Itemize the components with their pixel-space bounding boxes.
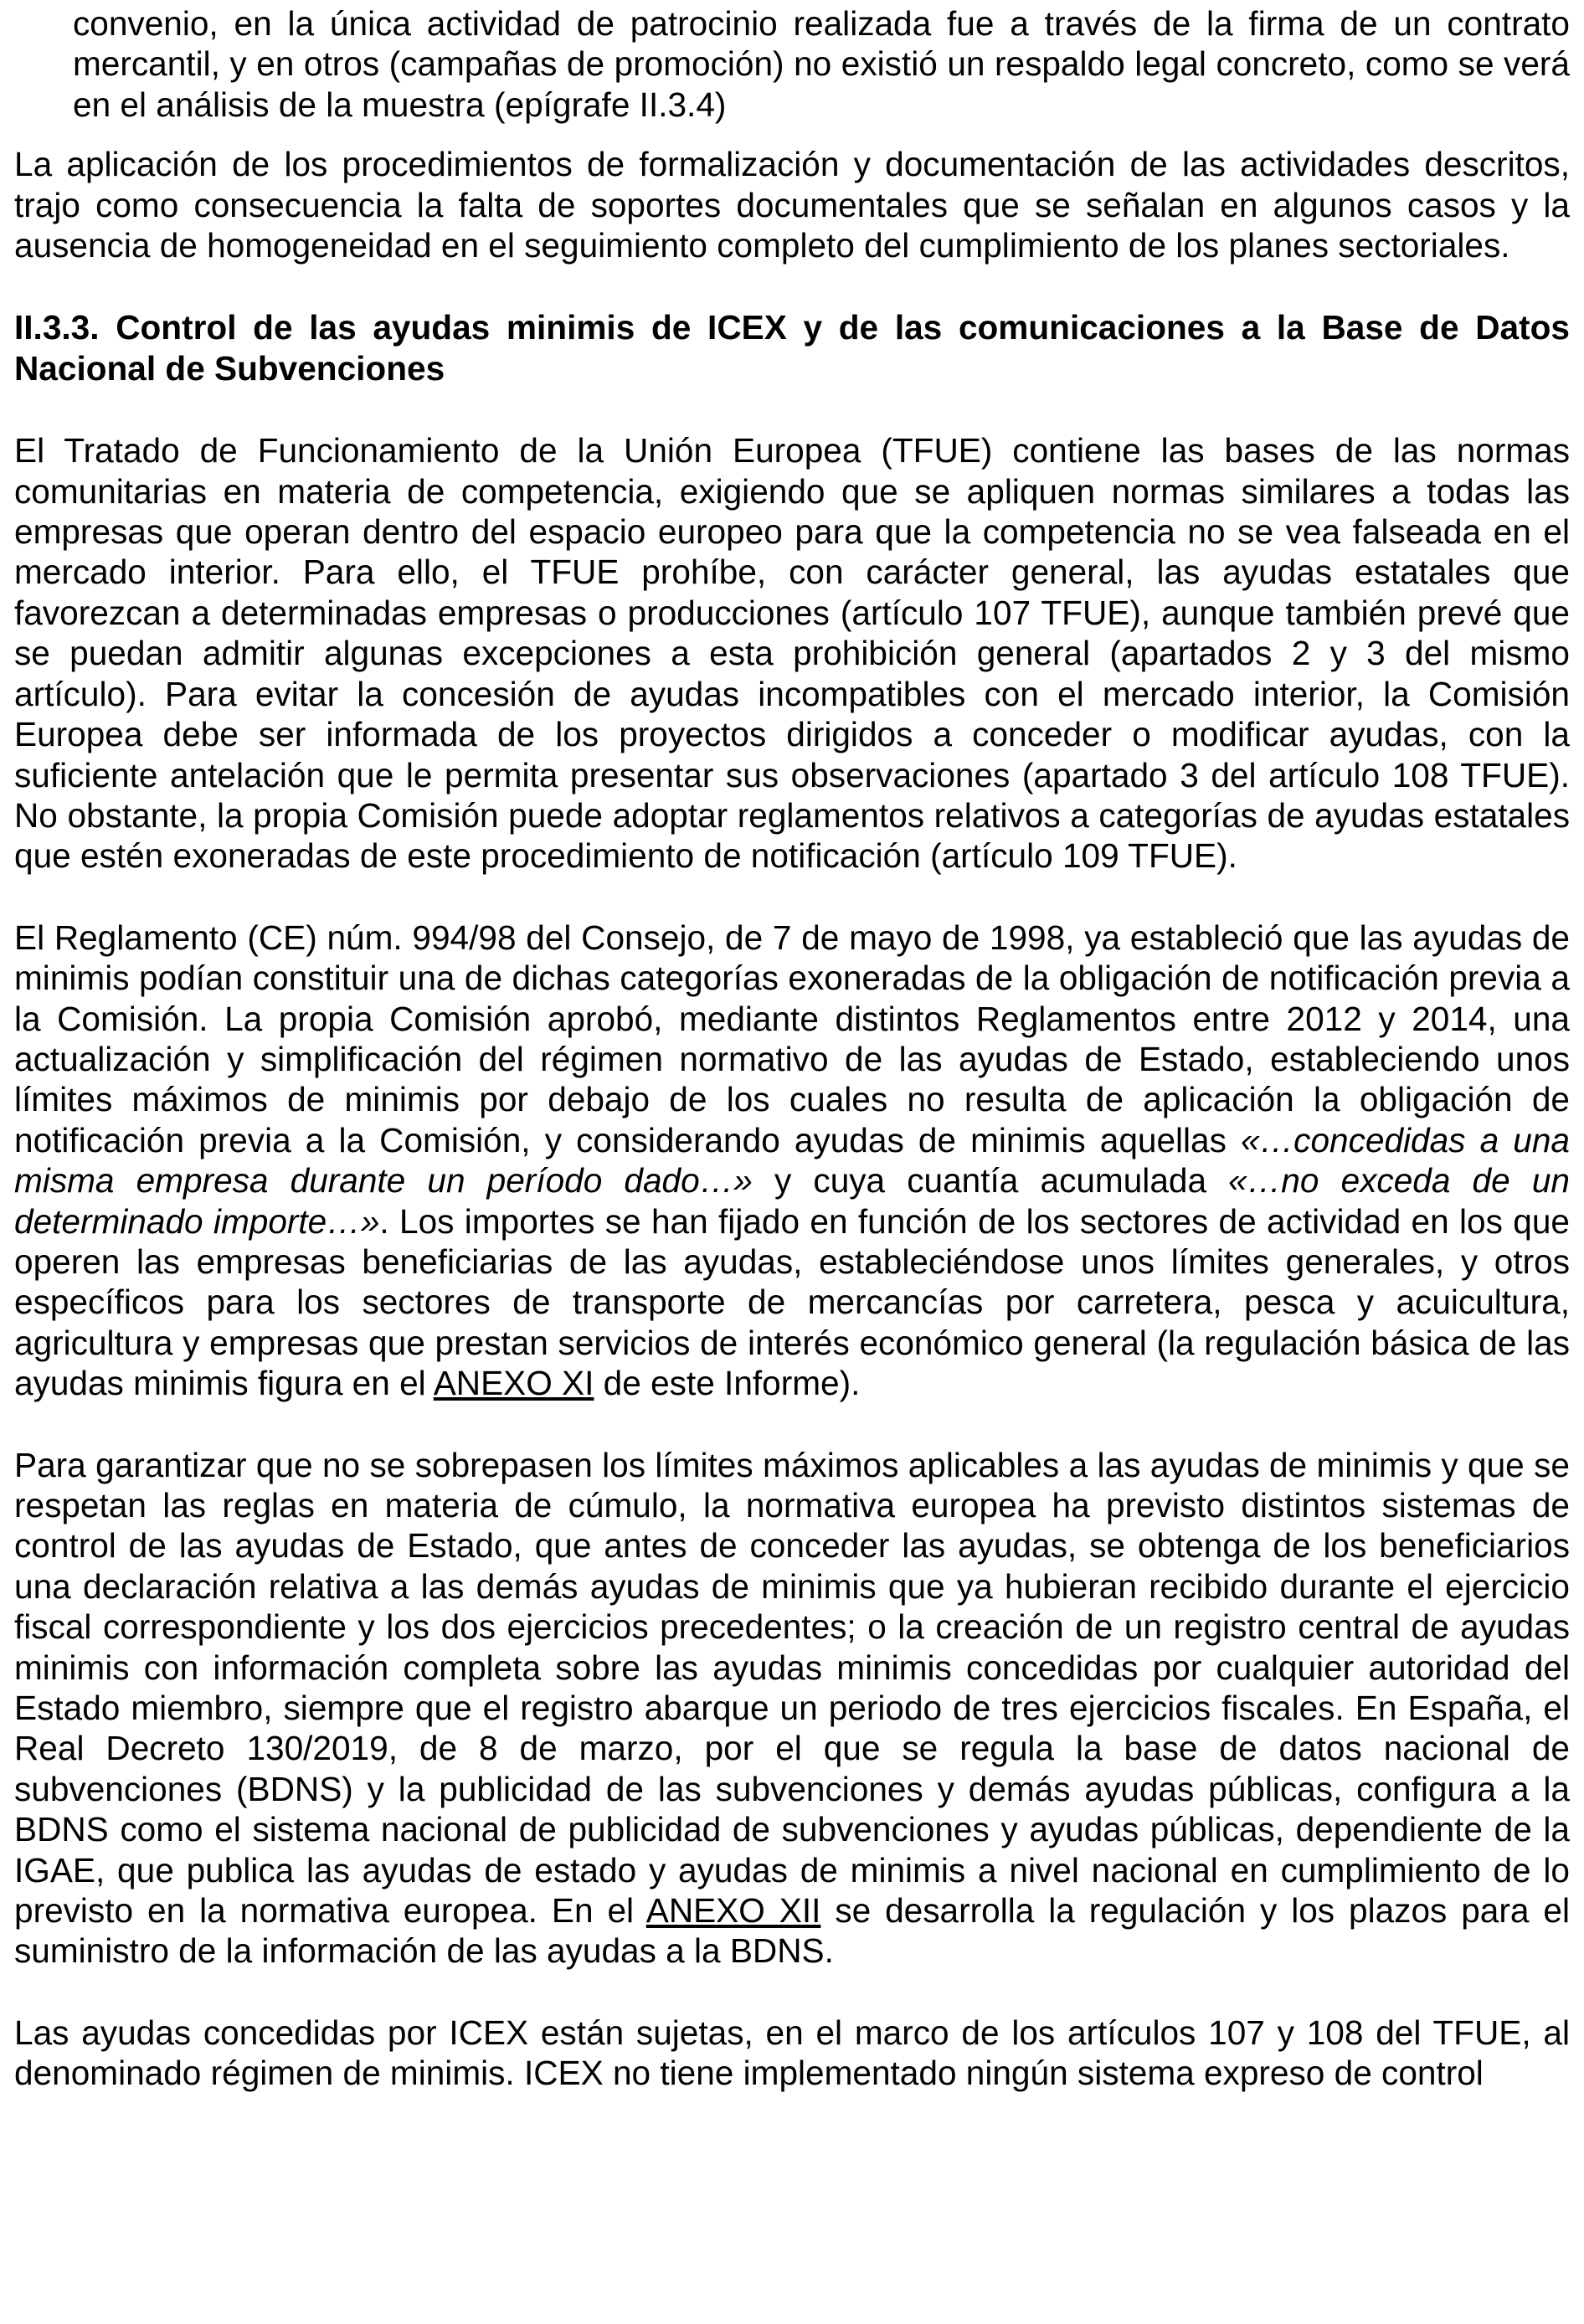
paragraph-control-systems [14,1445,1570,1972]
anexo-xi-link[interactable]: ANEXO XI [433,1364,594,1403]
text-run: se desarrolla la regulación y los plazos para el suministro de la información de las ayudas a la BDNS. [14,1891,1570,1971]
paragraph-reglamento [14,918,1570,1404]
text-run: y cuya cuantía acumulada [752,1161,1229,1201]
section-heading: II.3.3. Control de las ayudas minimis de ICEX y de las comunicaciones a la Base de Datos Nacional de Subvenciones [14,308,1570,388]
text-run: Para garantizar que no se sobrepasen los límites máximos aplicables a las ayudas de minimis y que se respetan las reglas en materia de cúmulo, la normativa europea ha previsto distintos sistemas de control de las ayudas de Estado, que antes de conceder las ayudas, se obtenga de los beneficiarios una declaración relativa a las demás ayudas de minimis que ya hubieran recibido durante el ejercicio fiscal correspondiente y los dos ejercicios precedentes; o la creación de un registro central de ayudas minimis con información completa sobre las ayudas minimis concedidas por cualquier autoridad del Estado miembro, siempre que el registro abarque un periodo de tres ejercicios fiscales. En España, el Real Decreto 130/2019, de 8 de marzo, por el que se regula la base de datos nacional de subvenciones (BDNS) y la publicidad de las subvenciones y demás ayudas públicas, configura a la BDNS como el sistema nacional de publicidad de subvenciones y ayudas públicas, dependiente de la IGAE, que publica las ayudas de estado y ayudas de minimis a nivel nacional en cumplimiento de lo previsto en la normativa europea. En el [14,1445,1570,1931]
paragraph-continuation: convenio, en la única actividad de patrocinio realizada fue a través de la firma de un contrato mercantil, y en otros (campañas de promoción) no existió un respaldo legal concreto, como se verá en el análisis de la muestra (epígrafe II.3.4) [73,4,1570,124]
anexo-xii-link[interactable]: ANEXO XII [645,1891,821,1931]
text-run: . Los importes se han fijado en función de los sectores de actividad en los que operen las empresas beneficiarias de las ayudas, estableciéndose unos límites generales, y otros específicos para los sectores de transporte de mercancías por carretera, pesca y acuicultura, agricultura y empresas que prestan servicios de interés económico general (la regulación básica de las ayudas minimis figura en el [14,1201,1570,1403]
paragraph-procedures: La aplicación de los procedimientos de formalización y documentación de las actividades descritos, trajo como consecuencia la falta de soportes documentales que se señalan en algunos casos y la ausencia de homogeneidad en el seguimiento completo del cumplimiento de los planes sectoriales. [14,145,1570,265]
text-run: de este Informe). [594,1364,861,1403]
quote-italic: «…concedidas a una misma empresa durante un período dado…» [14,1120,1570,1201]
quote-italic: «…no exceda de un determinado importe…» [14,1161,1570,1241]
paragraph-icex: Las ayudas concedidas por ICEX están sujetas, en el marco de los artículos 107 y 108 del TFUE, al denominado régimen de minimis. ICEX no tiene implementado ningún sistema expreso de control [14,2013,1570,2093]
paragraph-tfue: El Tratado de Funcionamiento de la Unión Europea (TFUE) contiene las bases de las normas comunitarias en materia de competencia, exigiendo que se apliquen normas similares a todas las empresas que operan dentro del espacio europeo para que la competencia no se vea falseada en el mercado interior. Para ello, el TFUE prohíbe, con carácter general, las ayudas estatales que favorezcan a determinadas empresas o producciones (artículo 107 TFUE), aunque también prevé que se puedan admitir algunas excepciones a esta prohibición general (apartados 2 y 3 del mismo artículo). Para evitar la concesión de ayudas incompatibles con el mercado interior, la Comisión Europea debe ser informada de los proyectos dirigidos a conceder o modificar ayudas, con la suficiente antelación que le permita presentar sus observaciones (apartado 3 del artículo 108 TFUE). No obstante, la propia Comisión puede adoptar reglamentos relativos a categorías de ayudas estatales que estén exoneradas de este procedimiento de notificación (artículo 109 TFUE). [14,431,1570,876]
text-run: El Reglamento (CE) núm. 994/98 del Consejo, de 7 de mayo de 1998, ya estableció que las ayudas de minimis podían constituir una de dichas categorías exoneradas de la obligación de notificación previa a la Comisión. La propia Comisión aprobó, mediante distintos Reglamentos entre 2012 y 2014, una actualización y simplificación del régimen normativo de las ayudas de Estado, estableciendo unos límites máximos de minimis por debajo de los cuales no resulta de aplicación la obligación de notificación previa a la Comisión, y considerando ayudas de minimis aquellas [14,918,1570,1159]
